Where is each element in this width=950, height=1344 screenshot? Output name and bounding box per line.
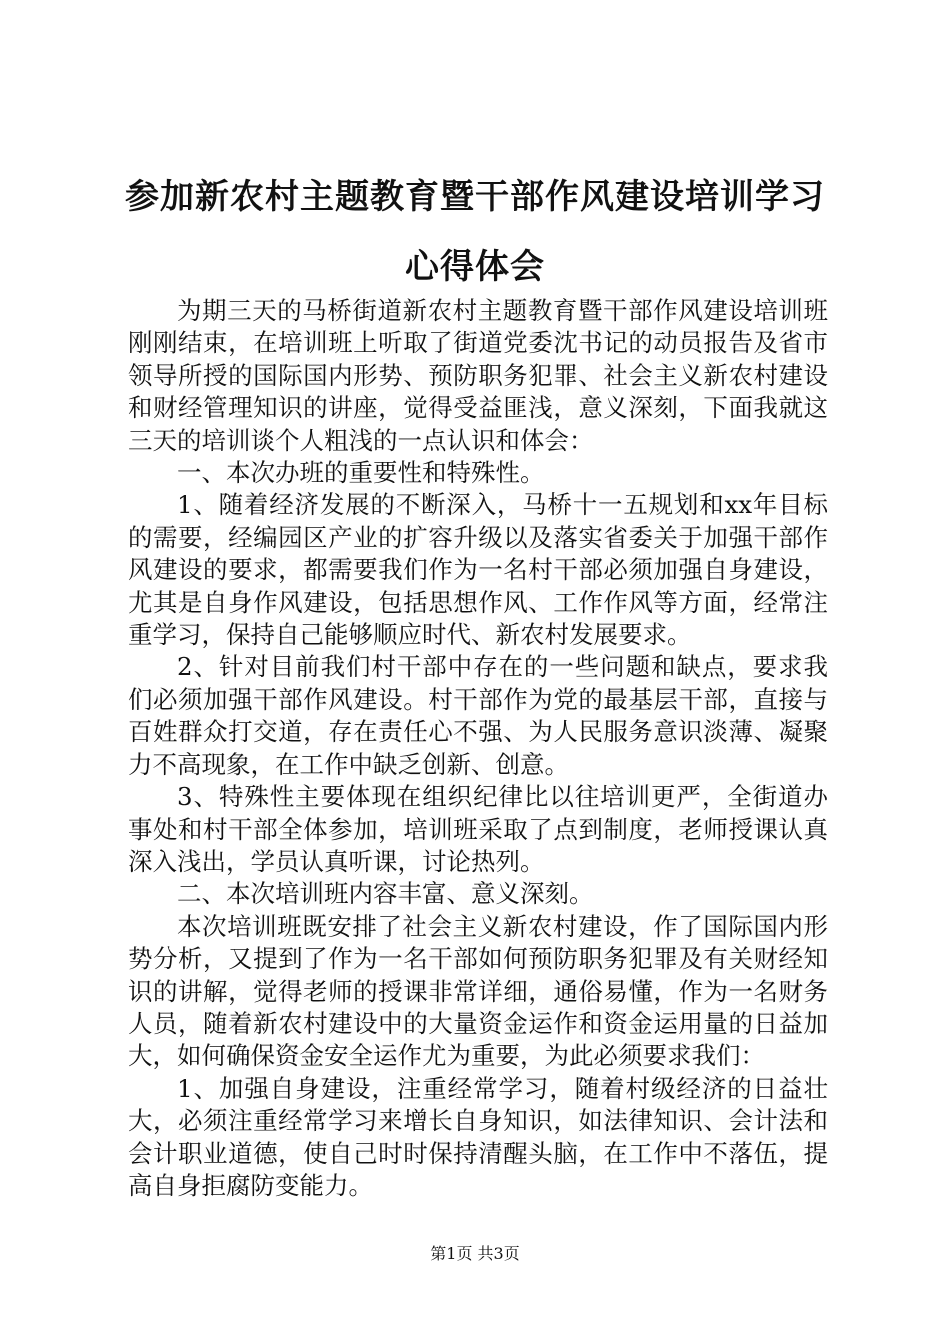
paragraph-item: 3、特殊性主要体现在组织纪律比以往培训更严，全街道办事处和村干部全体参加，培训班采取了点到制度，老师授课认真深入浅出，学员认真听课，讨论热列。 xyxy=(128,782,828,876)
paragraph-item: 2、针对目前我们村干部中存在的一些问题和缺点，要求我们必须加强干部作风建设。村干部作为党的最基层干部，直接与百姓群众打交道，存在责任心不强、为人民服务意识淡薄、凝聚力不高现象，在工作中缺乏创新、创意。 xyxy=(128,652,828,779)
section-heading-2: 二、本次培训班内容丰富、意义深刻。 xyxy=(177,879,594,909)
section-heading-1: 一、本次办班的重要性和特殊性。 xyxy=(177,458,545,488)
paragraph-intro: 为期三天的马桥街道新农村主题教育暨干部作风建设培训班刚刚结束，在培训班上听取了街道党委沈书记的动员报告及省市领导所授的国际国内形势、预防职务犯罪、社会主义新农村建设和财经管理知识的讲座，觉得受益匪浅，意义深刻，下面我就这三天的培训谈个人粗浅的一点认识和体会： xyxy=(128,296,828,455)
page-footer: 第1页 共3页 xyxy=(430,1244,520,1263)
document-body xyxy=(128,295,828,1202)
paragraph-section-2: 本次培训班既安排了社会主义新农村建设，作了国际国内形势分析，又提到了作为一名干部如何预防职务犯罪及有关财经知识的讲解，觉得老师的授课非常详细，通俗易懂，作为一名财务人员，随着新农村建设中的大量资金运作和资金运用量的日益加大，如何确保资金安全运作尤为重要，为此必须要求我们： xyxy=(128,911,828,1071)
document-title xyxy=(100,162,850,302)
title-line-2: 心得体会 xyxy=(405,247,545,287)
paragraph-item: 1、随着经济发展的不断深入，马桥十一五规划和xx年目标的需要，经编园区产业的扩容升级以及落实省委关于加强干部作风建设的要求，都需要我们作为一名村干部必须加强自身建设，尤其是自身作风建设，包括思想作风、工作作风等方面，经常注重学习，保持自己能够顺应时代、新农村发展要求。 xyxy=(128,490,828,650)
paragraph-item: 1、加强自身建设，注重经常学习，随着村级经济的日益壮大，必须注重经常学习来增长自身知识，如法律知识、会计法和会计职业道德，使自己时时保持清醒头脑，在工作中不落伍，提高自身拒腐防变能力。 xyxy=(128,1073,828,1200)
title-line-1: 参加新农村主题教育暨干部作风建设培训学习 xyxy=(125,177,825,217)
